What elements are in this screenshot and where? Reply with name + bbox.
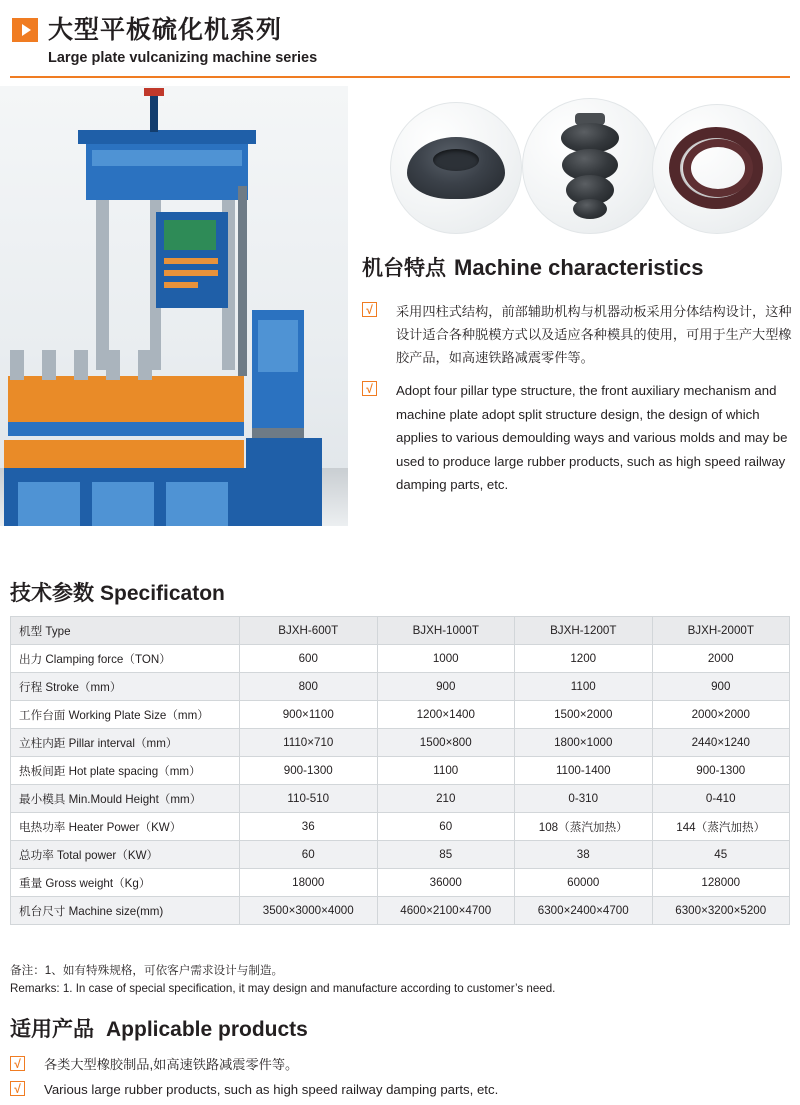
column-header-1000t: BJXH-1000T xyxy=(377,617,515,645)
characteristics-title xyxy=(362,252,703,282)
row-label: 机台尺寸 Machine size(mm) xyxy=(11,897,240,925)
cell-value: 900 xyxy=(377,673,515,701)
cell-value: 1100 xyxy=(377,757,515,785)
table-row xyxy=(11,729,790,757)
characteristics-text-en: Adopt four pillar type structure, the front auxiliary mechanism and machine plate adopt split structure design, the design of which applies to various demoulding ways and various molds and may be used to produce large rubber products, such as high speed railway damping parts, etc. xyxy=(396,383,788,492)
cell-value: 144（蒸汽加热） xyxy=(652,813,790,841)
check-icon: √ xyxy=(362,302,377,317)
row-label: 最小模具 Min.Mould Height（mm） xyxy=(11,785,240,813)
characteristics-list xyxy=(362,300,800,507)
machine-base-door-3 xyxy=(166,482,228,526)
machine-pillar-4 xyxy=(238,186,247,376)
specification-title-en: Specificaton xyxy=(100,582,225,605)
cell-value: 1500×2000 xyxy=(515,701,653,729)
cell-value: 18000 xyxy=(240,869,378,897)
row-label: 总功率 Total power（KW） xyxy=(11,841,240,869)
cell-value: 4600×2100×4700 xyxy=(377,897,515,925)
cell-value: 36000 xyxy=(377,869,515,897)
mold-column-4 xyxy=(106,350,120,380)
table-row xyxy=(11,869,790,897)
cell-value: 900 xyxy=(652,673,790,701)
cell-value: 6300×3200×5200 xyxy=(652,897,790,925)
cell-value: 1200 xyxy=(515,645,653,673)
column-header-600t: BJXH-600T xyxy=(240,617,378,645)
table-row xyxy=(11,757,790,785)
cell-value: 2440×1240 xyxy=(652,729,790,757)
control-panel-strip-2 xyxy=(164,270,218,276)
characteristics-title-cn: 机台特点 xyxy=(362,257,446,280)
table-header-row xyxy=(11,617,790,645)
table-row xyxy=(11,701,790,729)
page-title-en: Large plate vulcanizing machine series xyxy=(48,50,318,66)
machine-mold-platen xyxy=(8,376,244,422)
header-divider xyxy=(10,76,790,78)
column-header-2000t: BJXH-2000T xyxy=(652,617,790,645)
page-header xyxy=(0,0,800,78)
control-panel-strip-1 xyxy=(164,258,218,264)
control-panel-strip-3 xyxy=(164,282,198,288)
cell-value: 2000 xyxy=(652,645,790,673)
cell-value: 1800×1000 xyxy=(515,729,653,757)
cell-value: 36 xyxy=(240,813,378,841)
machine-rear-body xyxy=(246,438,322,526)
machine-lower-mold xyxy=(4,440,244,468)
electrical-cabinet-base xyxy=(252,428,304,438)
cell-value: 60000 xyxy=(515,869,653,897)
machine-base-door-2 xyxy=(92,482,154,526)
row-label: 热板间距 Hot plate spacing（mm） xyxy=(11,757,240,785)
cell-value: 108（蒸汽加热） xyxy=(515,813,653,841)
air-spring-bellow-product xyxy=(522,98,658,234)
cell-value: 600 xyxy=(240,645,378,673)
list-item xyxy=(10,1055,790,1074)
machine-pillar-1 xyxy=(96,200,109,370)
table-row xyxy=(11,673,790,701)
cell-value: 0-310 xyxy=(515,785,653,813)
check-icon: √ xyxy=(10,1081,25,1096)
row-label: 电热功率 Heater Power（KW） xyxy=(11,813,240,841)
table-row xyxy=(11,785,790,813)
applicable-title-cn: 适用产品 xyxy=(10,1018,94,1041)
cell-value: 128000 xyxy=(652,869,790,897)
characteristics-text-cn: 采用四柱式结构，前部辅助机构与机器动板采用分体结构设计，这种设计适合各种脱模方式以及适应各种模具的使用，可用于生产大型橡胶产品，如高速铁路减震零件等。 xyxy=(396,304,792,365)
cell-value: 1000 xyxy=(377,645,515,673)
machine-platen-edge xyxy=(8,422,244,436)
check-icon: √ xyxy=(362,381,377,396)
cell-value: 110-510 xyxy=(240,785,378,813)
table-row xyxy=(11,897,790,925)
page-title-cn: 大型平板硫化机系列 xyxy=(48,16,283,44)
cell-value: 1100-1400 xyxy=(515,757,653,785)
list-item xyxy=(362,300,800,369)
mold-column-1 xyxy=(10,350,24,380)
machine-beacon xyxy=(144,88,164,96)
mold-column-3 xyxy=(74,350,88,380)
column-header-type: 机型 Type xyxy=(11,617,240,645)
cell-value: 1200×1400 xyxy=(377,701,515,729)
cell-value: 210 xyxy=(377,785,515,813)
remarks-cn: 备注：1、如有特殊规格，可依客户需求设计与制造。 xyxy=(10,964,284,977)
electrical-cabinet-door xyxy=(258,320,298,372)
table-row xyxy=(11,841,790,869)
specification-title xyxy=(10,577,225,607)
cell-value: 3500×3000×4000 xyxy=(240,897,378,925)
cell-value: 1500×800 xyxy=(377,729,515,757)
applicable-text-cn: 各类大型橡胶制品,如高速铁路减震零件等。 xyxy=(44,1057,299,1072)
machine-mast xyxy=(150,92,158,132)
mold-column-5 xyxy=(138,350,152,380)
characteristics-title-en: Machine characteristics xyxy=(454,255,704,280)
machine-upper-trim xyxy=(92,150,242,166)
cell-value: 900-1300 xyxy=(240,757,378,785)
row-label: 行程 Stroke（mm） xyxy=(11,673,240,701)
mold-column-2 xyxy=(42,350,56,380)
cell-value: 60 xyxy=(377,813,515,841)
cell-value: 6300×2400×4700 xyxy=(515,897,653,925)
cell-value: 900-1300 xyxy=(652,757,790,785)
applicable-products-title xyxy=(10,1013,308,1043)
cell-value: 800 xyxy=(240,673,378,701)
remarks-en: Remarks: 1. In case of special specification, it may design and manufacture according to customer’s need. xyxy=(10,982,556,995)
specification-title-cn: 技术参数 xyxy=(10,582,94,605)
cell-value: 45 xyxy=(652,841,790,869)
applicable-products-list xyxy=(10,1055,790,1105)
machine-top-beam xyxy=(78,130,256,144)
specification-table xyxy=(10,616,790,925)
list-item xyxy=(10,1080,790,1099)
cell-value: 1100 xyxy=(515,673,653,701)
table-row xyxy=(11,645,790,673)
applicable-text-en: Various large rubber products, such as high speed railway damping parts, etc. xyxy=(44,1082,499,1097)
row-label: 出力 Clamping force（TON） xyxy=(11,645,240,673)
control-panel-screen xyxy=(164,220,216,250)
cell-value: 2000×2000 xyxy=(652,701,790,729)
column-header-1200t: BJXH-1200T xyxy=(515,617,653,645)
cell-value: 60 xyxy=(240,841,378,869)
cell-value: 900×1100 xyxy=(240,701,378,729)
row-label: 重量 Gross weight（Kg） xyxy=(11,869,240,897)
cell-value: 38 xyxy=(515,841,653,869)
row-label: 立柱内距 Pillar interval（mm） xyxy=(11,729,240,757)
table-row xyxy=(11,813,790,841)
product-photo-group xyxy=(390,96,790,236)
rubber-disk-product xyxy=(390,102,522,234)
machine-base-door-1 xyxy=(18,482,80,526)
o-ring-seal-product xyxy=(652,104,782,234)
cell-value: 85 xyxy=(377,841,515,869)
cell-value: 1110×710 xyxy=(240,729,378,757)
check-icon: √ xyxy=(10,1056,25,1071)
list-item xyxy=(362,379,800,497)
row-label: 工作台面 Working Plate Size（mm） xyxy=(11,701,240,729)
cell-value: 0-410 xyxy=(652,785,790,813)
machine-photo xyxy=(0,86,348,526)
arrow-icon xyxy=(12,18,38,42)
applicable-title-en: Applicable products xyxy=(106,1018,308,1041)
